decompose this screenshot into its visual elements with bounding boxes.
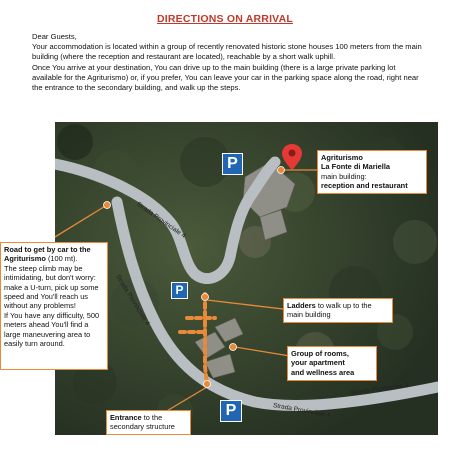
road-label-top: Strada Provinciale 4 bbox=[134, 200, 187, 240]
intro-paragraph-2: Once You arrive at your destination, You can drive up to the main building (there is a large private parking lot available for the Agriturismo) or, if you prefer, You can leave your car in the parking space along the road, right near the entrance to the secondary building, and walk up the steps. bbox=[32, 62, 419, 93]
callout-agriturismo bbox=[317, 150, 427, 194]
rooms-line2: your apartment bbox=[291, 358, 345, 368]
road-label-left: Strada Provinciale 4 bbox=[114, 273, 151, 327]
agriturismo-line3: main building: bbox=[321, 171, 367, 181]
rooms-line3: and wellness area bbox=[291, 367, 355, 377]
parking-icon-top: P bbox=[222, 153, 243, 175]
agriturismo-name: Agriturismo bbox=[321, 153, 363, 162]
intro-text bbox=[32, 32, 427, 93]
callout-entrance bbox=[106, 410, 191, 435]
ladders-text: to walk up to the main building bbox=[287, 301, 372, 320]
rooms-line1: Group of rooms, bbox=[291, 349, 349, 358]
agriturismo-fullname: La Fonte di Mariella bbox=[321, 162, 390, 172]
parking-icon-middle: P bbox=[171, 282, 188, 299]
agriturismo-line4: reception and restaurant bbox=[321, 181, 408, 191]
entrance-line2: secondary structure bbox=[110, 422, 175, 432]
page-title: DIRECTIONS ON ARRIVAL bbox=[156, 13, 294, 25]
road-label-right: Strada Provinciale 4 bbox=[350, 381, 410, 397]
road-label-bottom: Strada Provinciale 4 bbox=[272, 402, 331, 420]
road-text-1: The steep climb may be intimidating, but don't worry: make a U-turn, pick up some speed and You'll reach us without any problems! bbox=[4, 263, 99, 311]
parking-icon-bottom: P bbox=[220, 400, 242, 422]
ladders-bold: Ladders bbox=[287, 301, 316, 310]
callout-ladders bbox=[283, 298, 393, 323]
entrance-line1: Entrance to the bbox=[110, 413, 163, 422]
intro-paragraph-1: Your accommodation is located within a group of recently renovated historic stone houses 100 meters from the main building (where the reception and restaurant are located), reachable by a short walk uphill. bbox=[32, 42, 422, 62]
road-text-2: If You have any difficulty, 500 meters ahead You'll find a large maneuvering area to easily turn around. bbox=[4, 310, 100, 349]
callout-road bbox=[0, 242, 108, 370]
greeting: Dear Guests, bbox=[32, 32, 77, 41]
callout-rooms bbox=[287, 346, 377, 381]
road-heading: Road to get by car to the Agriturismo (100 mt). bbox=[4, 245, 91, 264]
